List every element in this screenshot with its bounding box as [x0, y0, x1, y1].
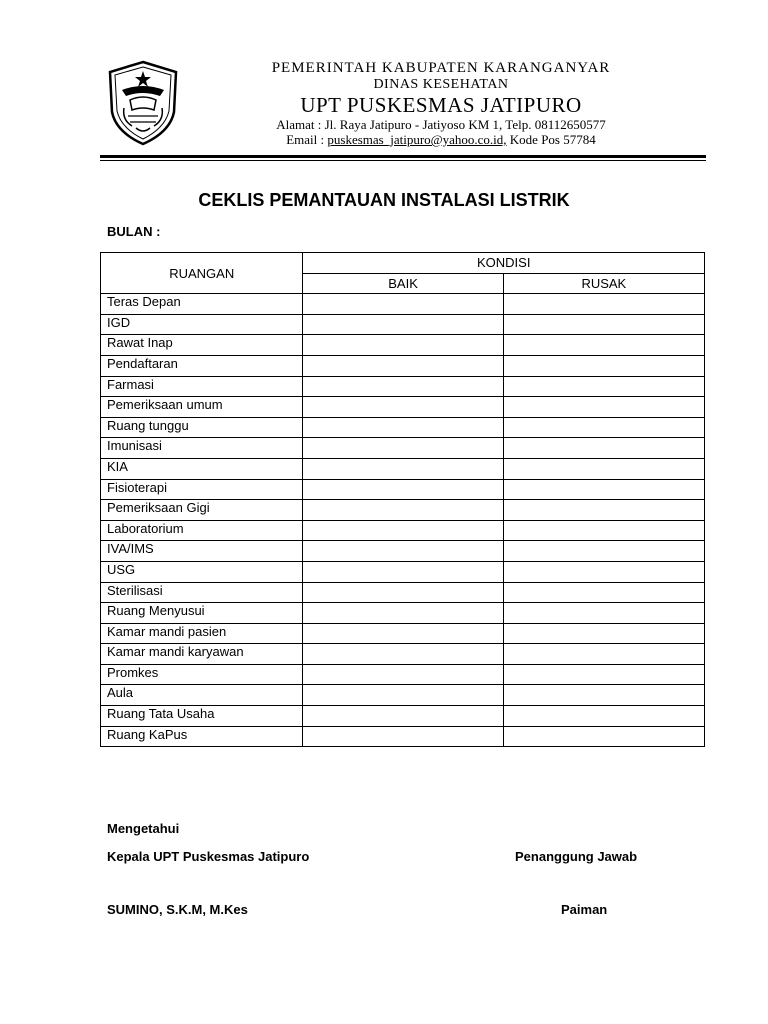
room-name: Aula: [101, 685, 303, 706]
table-row: [101, 500, 705, 521]
rusak-cell[interactable]: [503, 644, 704, 665]
room-name: Pemeriksaan umum: [101, 397, 303, 418]
letterhead-text: [196, 60, 686, 147]
table-row: [101, 458, 705, 479]
rusak-cell[interactable]: [503, 294, 704, 315]
table-row: [101, 376, 705, 397]
table-row: [101, 417, 705, 438]
room-name: KIA: [101, 458, 303, 479]
baik-cell[interactable]: [303, 520, 503, 541]
rusak-cell[interactable]: [503, 438, 704, 459]
table-row: [101, 644, 705, 665]
table-row: [101, 561, 705, 582]
baik-cell[interactable]: [303, 541, 503, 562]
rusak-cell[interactable]: [503, 685, 704, 706]
header-rusak: RUSAK: [503, 273, 704, 294]
department-name: DINAS KESEHATAN: [373, 77, 509, 92]
room-name: Rawat Inap: [101, 335, 303, 356]
table-row: [101, 479, 705, 500]
room-name: IGD: [101, 314, 303, 335]
responsible-title: Penanggung Jawab: [515, 849, 638, 864]
header-kondisi: KONDISI: [303, 253, 705, 274]
baik-cell[interactable]: [303, 335, 503, 356]
table-row: [101, 520, 705, 541]
table-row: [101, 664, 705, 685]
baik-cell[interactable]: [303, 623, 503, 644]
regency-emblem-icon: [106, 60, 180, 146]
baik-cell[interactable]: [303, 479, 503, 500]
room-name: Ruang tunggu: [101, 417, 303, 438]
table-row: [101, 726, 705, 747]
baik-cell[interactable]: [303, 582, 503, 603]
baik-cell[interactable]: [303, 417, 503, 438]
table-row: [101, 397, 705, 418]
room-name: Ruang Tata Usaha: [101, 706, 303, 727]
baik-cell[interactable]: [303, 438, 503, 459]
rusak-cell[interactable]: [503, 458, 704, 479]
room-name: Ruang Menyusui: [101, 603, 303, 624]
email-link[interactable]: puskesmas_jatipuro@yahoo.co.id,: [327, 132, 507, 147]
room-name: USG: [101, 561, 303, 582]
postcode: Kode Pos 57784: [506, 132, 596, 147]
document-title: CEKLIS PEMANTAUAN INSTALASI LISTRIK: [198, 190, 570, 210]
baik-cell[interactable]: [303, 314, 503, 335]
rusak-cell[interactable]: [503, 314, 704, 335]
table-row: [101, 355, 705, 376]
baik-cell[interactable]: [303, 644, 503, 665]
letterhead-rule-thick: [100, 155, 706, 158]
room-name: Imunisasi: [101, 438, 303, 459]
table-row: [101, 438, 705, 459]
email-line: [196, 132, 686, 147]
rusak-cell[interactable]: [503, 582, 704, 603]
table-header-row: [101, 253, 705, 274]
room-name: Promkes: [101, 664, 303, 685]
checklist-table: [100, 252, 705, 747]
rusak-cell[interactable]: [503, 397, 704, 418]
baik-cell[interactable]: [303, 294, 503, 315]
responsible-name: Paiman: [561, 902, 608, 917]
rusak-cell[interactable]: [503, 376, 704, 397]
rusak-cell[interactable]: [503, 726, 704, 747]
institution-name: UPT PUSKESMAS JATIPURO: [300, 93, 582, 117]
rusak-cell[interactable]: [503, 417, 704, 438]
table-row: [101, 706, 705, 727]
rusak-cell[interactable]: [503, 479, 704, 500]
address-line: Alamat : Jl. Raya Jatipuro - Jatiyoso KM 1, Telp. 08112650577: [276, 117, 606, 132]
room-name: Ruang KaPus: [101, 726, 303, 747]
baik-cell[interactable]: [303, 561, 503, 582]
baik-cell[interactable]: [303, 664, 503, 685]
table-row: [101, 314, 705, 335]
room-name: Teras Depan: [101, 294, 303, 315]
baik-cell[interactable]: [303, 603, 503, 624]
table-row: [101, 582, 705, 603]
room-name: Kamar mandi karyawan: [101, 644, 303, 665]
government-name: PEMERINTAH KABUPATEN KARANGANYAR: [271, 60, 611, 76]
head-name: SUMINO, S.K.M, M.Kes: [107, 902, 248, 917]
rusak-cell[interactable]: [503, 623, 704, 644]
acknowledged-label: Mengetahui: [107, 821, 180, 836]
letterhead: [100, 56, 706, 156]
baik-cell[interactable]: [303, 500, 503, 521]
rusak-cell[interactable]: [503, 706, 704, 727]
rusak-cell[interactable]: [503, 664, 704, 685]
baik-cell[interactable]: [303, 355, 503, 376]
rusak-cell[interactable]: [503, 500, 704, 521]
rusak-cell[interactable]: [503, 355, 704, 376]
room-name: Pemeriksaan Gigi: [101, 500, 303, 521]
table-row: [101, 335, 705, 356]
email-label: Email :: [286, 132, 328, 147]
rusak-cell[interactable]: [503, 541, 704, 562]
rusak-cell[interactable]: [503, 520, 704, 541]
rusak-cell[interactable]: [503, 561, 704, 582]
baik-cell[interactable]: [303, 685, 503, 706]
table-row: [101, 541, 705, 562]
rusak-cell[interactable]: [503, 335, 704, 356]
room-name: Farmasi: [101, 376, 303, 397]
head-title: Kepala UPT Puskesmas Jatipuro: [107, 849, 310, 864]
room-name: Kamar mandi pasien: [101, 623, 303, 644]
baik-cell[interactable]: [303, 458, 503, 479]
room-name: IVA/IMS: [101, 541, 303, 562]
room-name: Pendaftaran: [101, 355, 303, 376]
table-row: [101, 294, 705, 315]
room-name: Sterilisasi: [101, 582, 303, 603]
rusak-cell[interactable]: [503, 603, 704, 624]
header-baik: BAIK: [303, 273, 503, 294]
letterhead-rule-thin: [100, 160, 706, 161]
baik-cell[interactable]: [303, 706, 503, 727]
baik-cell[interactable]: [303, 376, 503, 397]
table-row: [101, 603, 705, 624]
month-label: BULAN :: [107, 224, 161, 239]
table-row: [101, 623, 705, 644]
baik-cell[interactable]: [303, 726, 503, 747]
header-ruangan: RUANGAN: [101, 253, 303, 294]
room-name: Laboratorium: [101, 520, 303, 541]
table-row: [101, 685, 705, 706]
room-name: Fisioterapi: [101, 479, 303, 500]
baik-cell[interactable]: [303, 397, 503, 418]
